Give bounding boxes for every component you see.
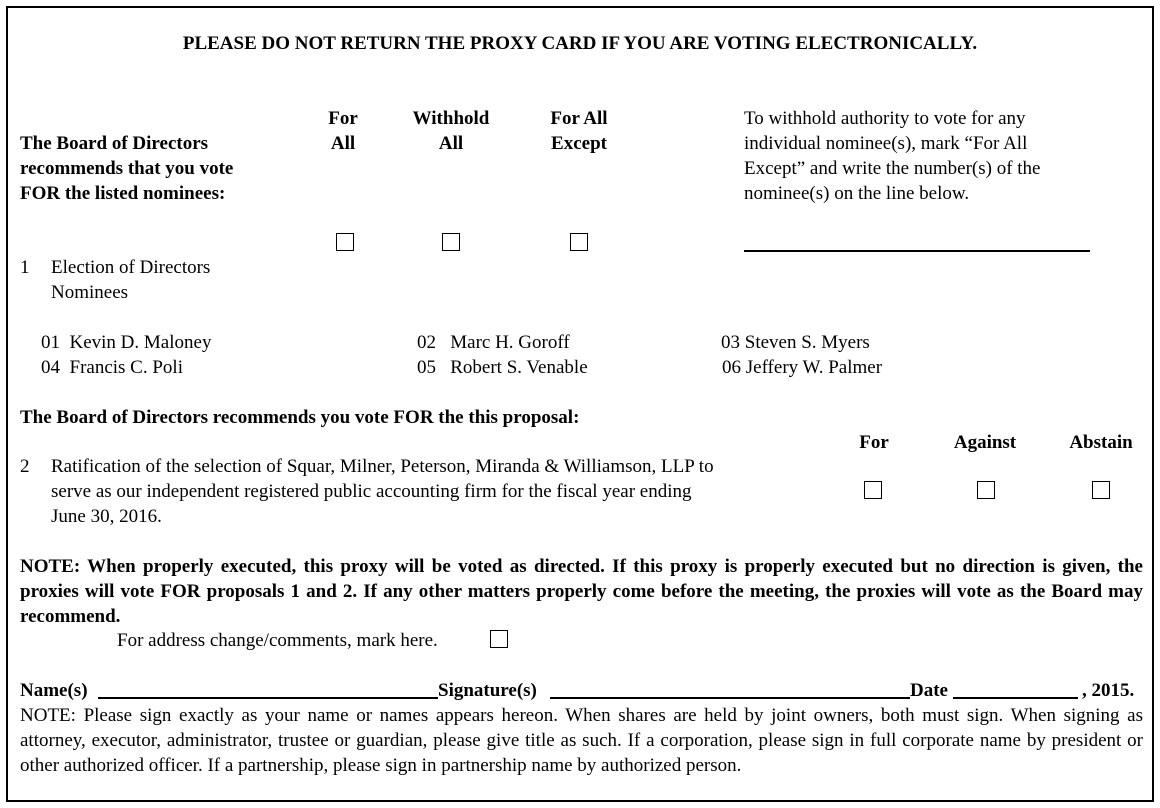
withhold-instructions-line-2: individual nominee(s), mark “For All [744,133,1028,154]
proposal-2-recommendation: The Board of Directors recommends you vote FOR the this proposal: [20,407,580,428]
withhold-all-header-line-1: Withhold [412,108,490,129]
signing-instructions-note: NOTE: Please sign exactly as your name or names appears hereon. When shares are held by joint owners, both must sign. When signing as attorney, executor, administrator, trustee or guardian, please give title as such. If a corporation, please sign in full corporate name by president or other authorized officer. If a partnership, please sign in partnership name by authorized person. [20,705,1143,776]
year-label: , 2015. [1082,680,1135,701]
proposal-2-text-line-2: serve as our independent registered public accounting firm for the fiscal year ending [51,481,692,502]
nominee-name: Marc H. Goroff [450,332,570,353]
proposal-2-text-line-3: June 30, 2016. [51,506,162,527]
withhold-all-header-line-2: All [438,133,464,154]
nominee-name: Robert S. Venable [450,357,588,378]
proposal-2-against-header: Against [953,432,1017,453]
for-all-header-line-1: For [328,108,358,129]
address-change-label: For address change/comments, mark here. [117,630,438,651]
for-all-checkbox[interactable] [336,233,354,251]
withhold-instructions-line-3: Except” and write the number(s) of the [744,158,1041,179]
nominee-number: 05 [417,357,436,378]
nominee-number: 06 [722,357,741,378]
withhold-instructions-line-1: To withhold authority to vote for any [744,108,1026,129]
nominee-05 [417,355,588,380]
proposal-1-number: 1 [20,257,30,278]
nominee-name: Francis C. Poli [69,357,183,378]
for-all-except-checkbox[interactable] [570,233,588,251]
address-change-checkbox[interactable] [490,630,508,648]
nominee-number: 01 [41,332,60,353]
nominee-name: Kevin D. Maloney [69,332,212,353]
proposal-2-number: 2 [20,456,30,477]
nominee-number: 02 [417,332,436,353]
proposal-1-title-line-2: Nominees [51,282,129,303]
proposal-2-for-header: For [859,432,889,453]
withhold-instructions-line-4: nominee(s) on the line below. [744,183,970,204]
for-all-header-line-2: All [330,133,356,154]
proposal-2-abstain-header: Abstain [1069,432,1133,453]
nominee-01 [41,330,211,355]
nominee-name: Steven S. Myers [744,332,870,353]
nominee-number: 04 [41,357,60,378]
proposal-2-text-line-1: Ratification of the selection of Squar, Milner, Peterson, Miranda & Williamson, LLP to [51,456,714,477]
proposal-2-abstain-checkbox[interactable] [1092,481,1110,499]
proposal-2-for-checkbox[interactable] [864,481,882,499]
board-recommendation-line-1: The Board of Directors [20,133,209,154]
withhold-all-checkbox[interactable] [442,233,460,251]
signature-line[interactable] [550,697,910,699]
names-line[interactable] [98,697,438,699]
proposal-2-against-checkbox[interactable] [977,481,995,499]
date-label: Date [910,680,948,701]
electronic-voting-notice: PLEASE DO NOT RETURN THE PROXY CARD IF YOU ARE VOTING ELECTRONICALLY. [182,33,978,54]
nominee-02 [417,330,570,355]
for-all-except-header-line-1: For All [550,108,608,129]
except-nominee-number-line[interactable] [744,250,1090,252]
nominee-number: 03 [721,332,740,353]
signature-label: Signature(s) [438,680,537,701]
nominee-name: Jeffery W. Palmer [745,357,883,378]
names-label: Name(s) [20,680,88,701]
execution-note: NOTE: When properly executed, this proxy will be voted as directed. If this proxy is properly executed but no direction is given, the proxies will vote FOR proposals 1 and 2. If any other matters properly come before the meeting, the proxies will vote as the Board may recommend. [20,556,1143,627]
date-line[interactable] [953,697,1078,699]
nominee-03 [721,330,870,355]
nominee-06 [722,355,882,380]
board-recommendation-line-2: recommends that you vote [20,158,234,179]
nominee-04 [41,355,183,380]
for-all-except-header-line-2: Except [551,133,607,154]
proposal-1-title-line-1: Election of Directors [51,257,211,278]
board-recommendation-line-3: FOR the listed nominees: [20,183,226,204]
